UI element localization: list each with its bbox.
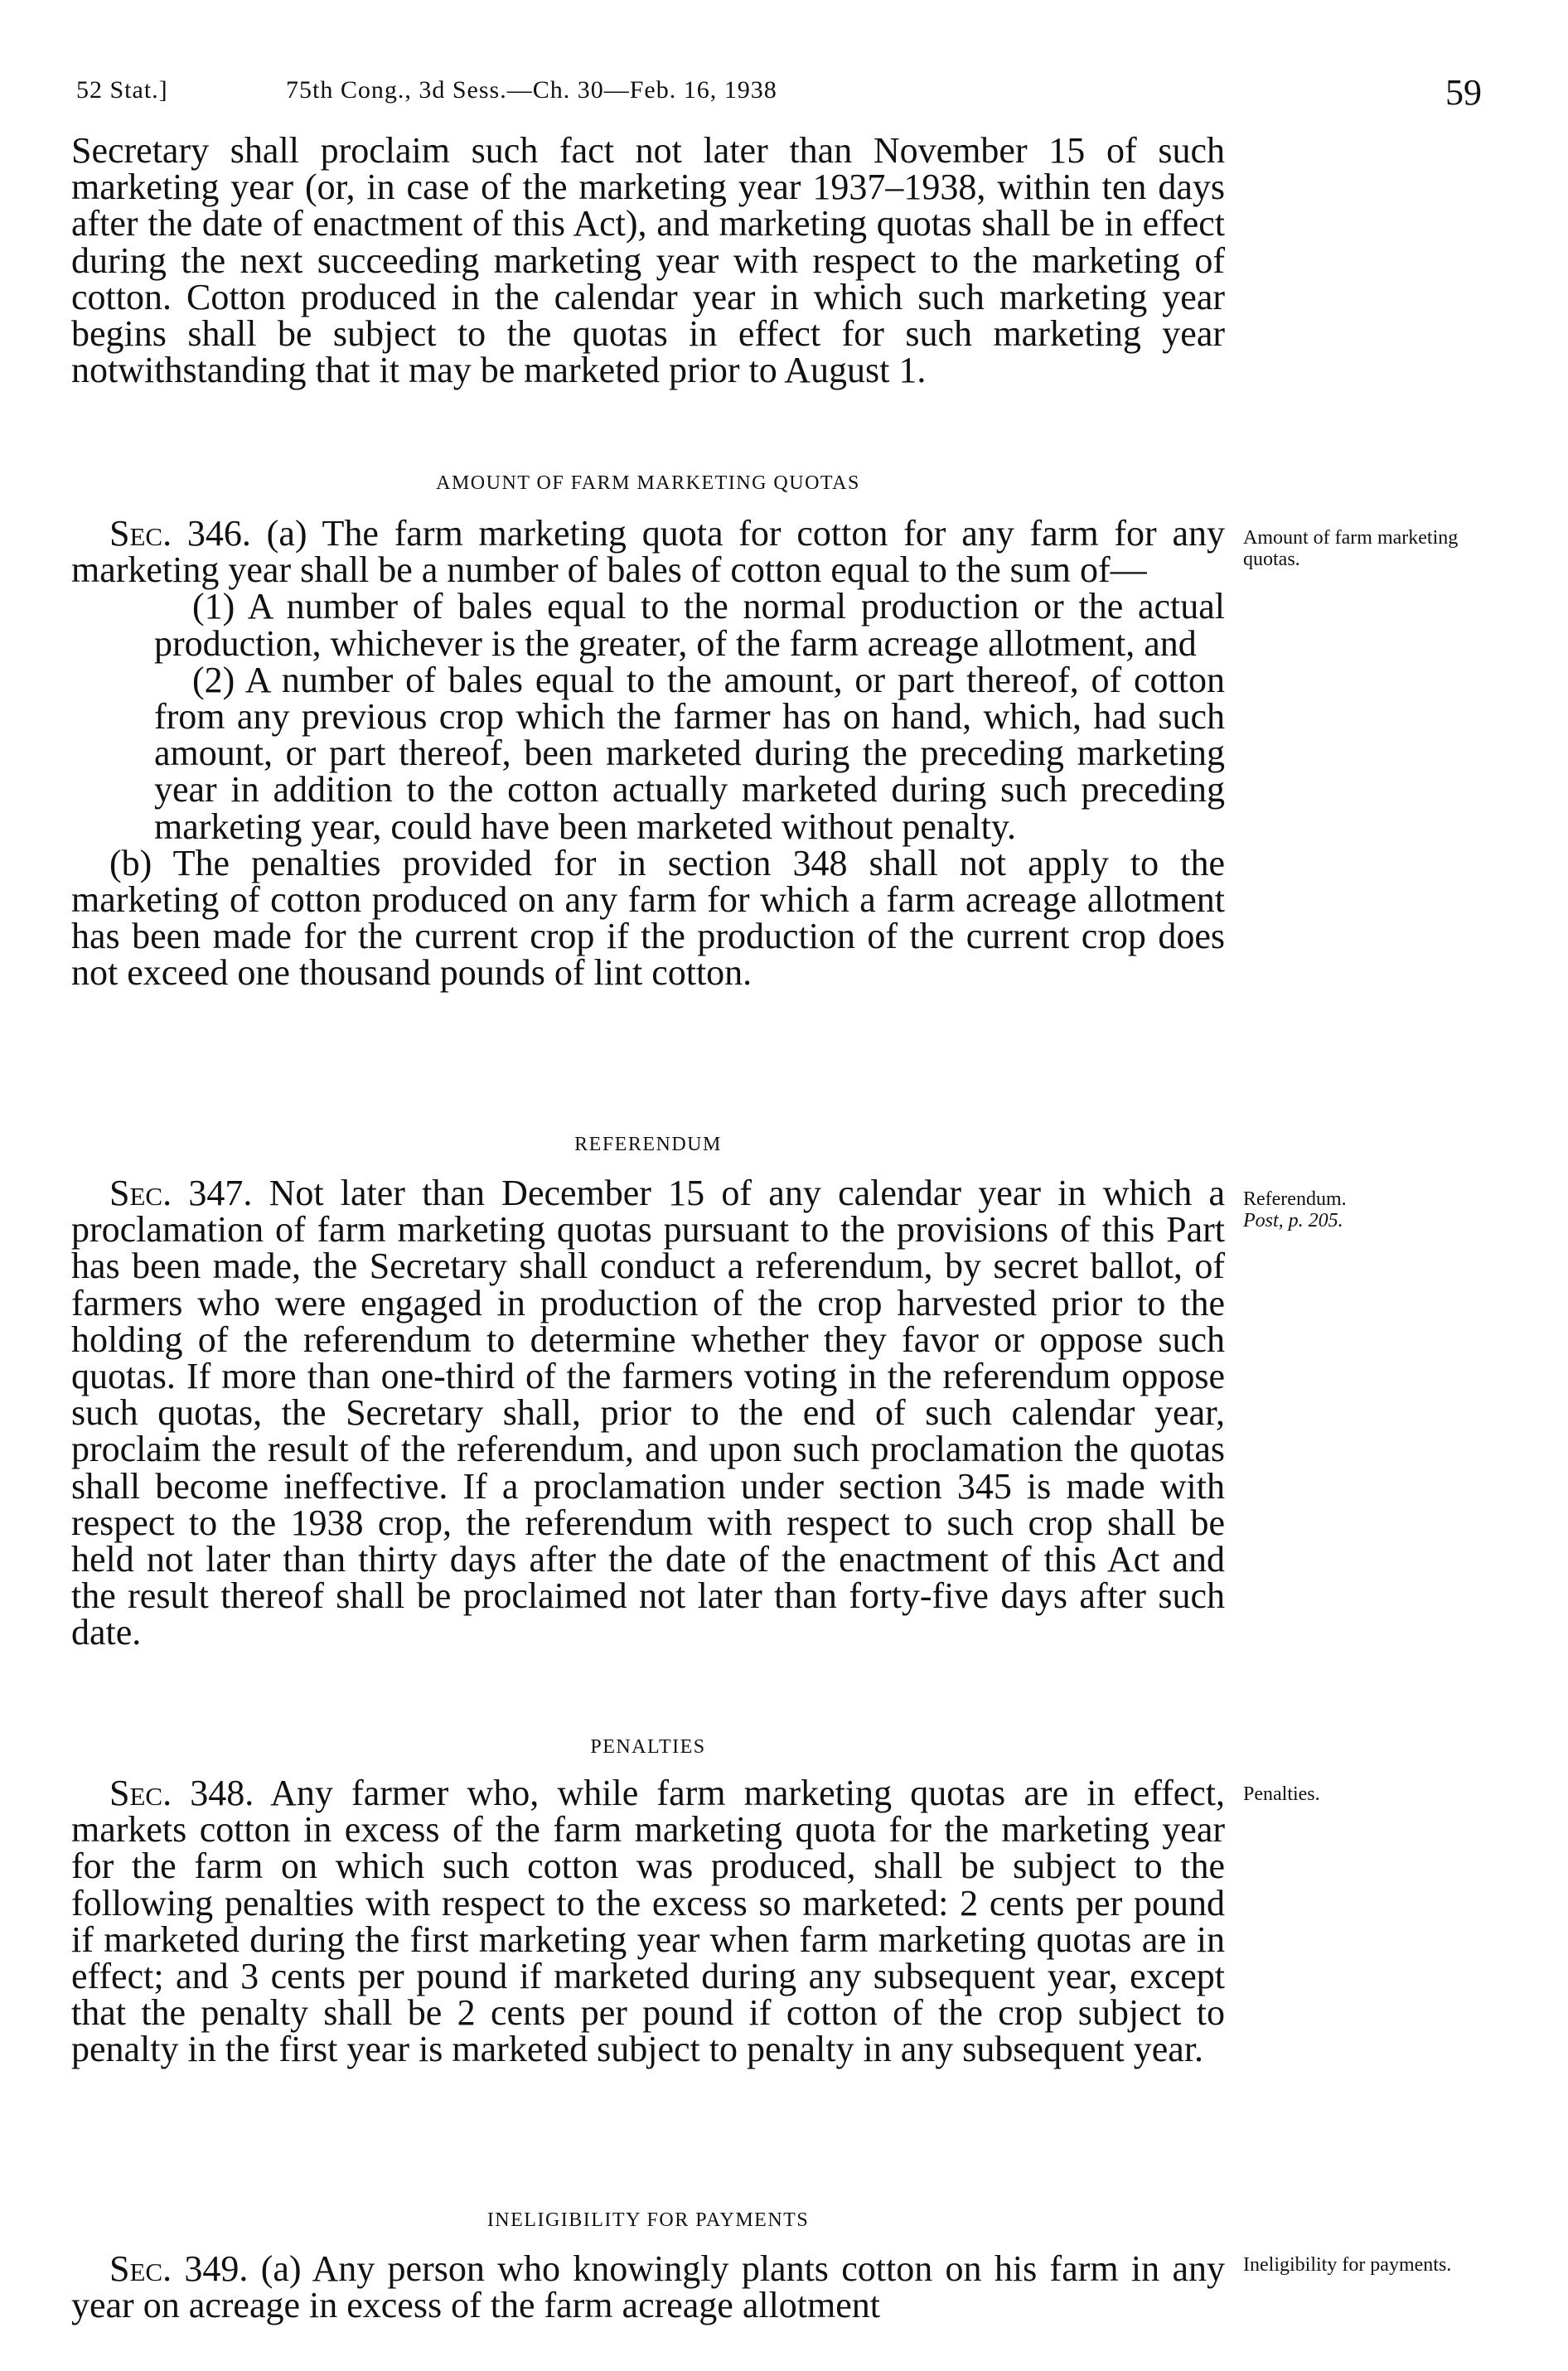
sec-346-a2-text: (2) A number of bales equal to the amount, or part thereof, of cotton from any previous crop which the farmer has on hand, which, had such amount, or part thereof, been marketed during the preceding marketing year in addition to the cotton actually marketed during such preceding marketing year, could have been marketed without penalty.: [154, 659, 1225, 847]
sec-348-label: Sec. 348.: [109, 1773, 254, 1813]
sec-347-text: Not later than December 15 of any calendar year in which a proclamation of farm marketing quotas pursuant to the provisions of this Part has been made, the Secretary shall conduct a referendum, by secret ballot, of farmers who were engaged in production of the crop harvested prior to the holding of the referendum to determine whether they favor or oppose such quotas. If more than one-third of the farmers voting in the referendum oppose such quotas, the Secretary shall, prior to the end of such calendar year, proclaim the result of the referendum, and upon such proclamation the quotas shall become ineffective. If a proclamation under section 345 is made with respect to the 1938 crop, the referendum with respect to such crop shall be held not later than thirty days after the date of the enactment of this Act and the result thereof shall be proclaimed not later than forty-five days after such date.: [71, 1173, 1225, 1653]
margin-note-referendum: Referendum.: [1243, 1188, 1347, 1210]
sec-349-text: (a) Any person who knowingly plants cotton on his farm in any year on acreage in excess of the farm acreage allotment: [71, 2248, 1225, 2326]
sec-346-label: Sec. 346.: [109, 513, 251, 554]
heading-penalties: PENALTIES: [590, 1736, 706, 1758]
section-346: [71, 515, 1225, 992]
margin-note-penalties: Penalties.: [1243, 1783, 1320, 1805]
margin-note-amount-of-farm-marketing-quotas: Amount of farm marketing quotas.: [1243, 527, 1459, 570]
intro-text: Secretary shall proclaim such fact not later than November 15 of such marketing year (or, in case of the marketing year 1937–1938, within ten days after the date of enactment of this Act), and marketing quotas shall be in effect during the next succeeding marketing year with respect to the marketing of cotton. Cotton produced in the calendar year in which such marketing year begins shall be subject to the quotas in effect for such marketing year notwithstanding that it may be marketed prior to August 1.: [71, 130, 1225, 391]
margin-note-ineligibility-for-payments: Ineligibility for payments.: [1243, 2254, 1452, 2276]
section-347: [71, 1175, 1225, 1652]
running-head-stat: 52 Stat.]: [76, 76, 168, 104]
heading-amount-of-farm-marketing-quotas: AMOUNT OF FARM MARKETING QUOTAS: [436, 472, 860, 494]
heading-ineligibility-for-payments: INELIGIBILITY FOR PAYMENTS: [486, 2209, 810, 2231]
heading-referendum: REFERENDUM: [574, 1134, 722, 1155]
sec-348-text: Any farmer who, while farm marketing quotas are in effect, markets cotton in excess of the farm marketing quota for the marketing year for the farm on which such cotton was produced, shall be subject to the following penalties with respect to the excess so marketed: 2 cents per pound if marketed during the first marketing year when farm marketing quotas are in effect; and 3 cents per pound if marketed during any subsequent year, except that the penalty shall be 2 cents per pound if cotton of the crop subject to penalty in the first year is marketed subject to penalty in any subsequent year.: [71, 1773, 1226, 2070]
section-349: [71, 2248, 1225, 2326]
section-348: [71, 1775, 1225, 2069]
paragraph-intro: [71, 130, 1225, 391]
sec-346-a1-text: (1) A number of bales equal to the normal production or the actual production, whichever is the greater, of the farm acreage allotment, and: [154, 586, 1225, 664]
running-head-congress: 75th Cong., 3d Sess.—Ch. 30—Feb. 16, 1938: [286, 76, 777, 104]
sec-347-label: Sec. 347.: [109, 1173, 253, 1213]
margin-note-post-reference: Post, p. 205.: [1243, 1210, 1343, 1231]
page-number: 59: [1445, 72, 1482, 113]
sec-346-a-text: (a) The farm marketing quota for cotton for any farm for any marketing year shall be a number of bales of cotton equal to the sum of—: [71, 513, 1225, 591]
sec-349-label: Sec. 349.: [109, 2248, 249, 2289]
sec-346-b-text: (b) The penalties provided for in section 348 shall not apply to the marketing of cotton produced on any farm for which a farm acreage allotment has been made for the current crop if the production of the current crop does not exceed one thousand pounds of lint cotton.: [71, 842, 1225, 994]
